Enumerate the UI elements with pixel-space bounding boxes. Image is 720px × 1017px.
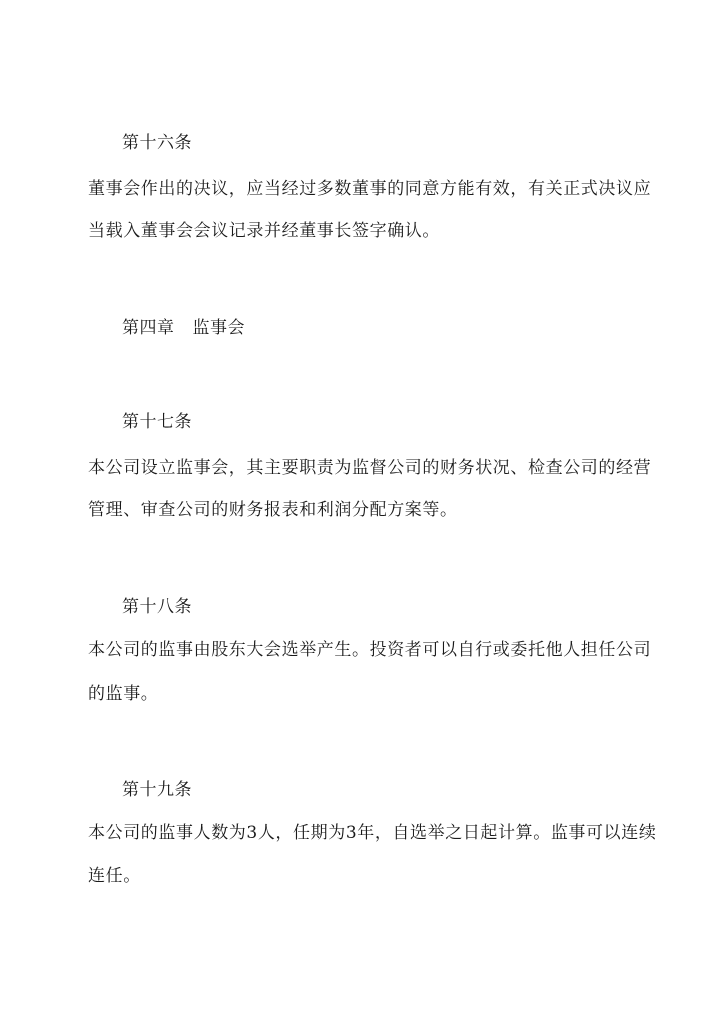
article-17-heading: 第十七条: [122, 412, 192, 432]
article-19-line-1: 本公司的监事人数为3人，任期为3年，自选举之日起计算。监事可以连续: [88, 823, 657, 843]
article-18-line-2: 的监事。: [88, 684, 159, 704]
article-19-heading: 第十九条: [122, 780, 192, 800]
article-17-line-1: 本公司设立监事会，其主要职责为监督公司的财务状况、检查公司的经营: [88, 458, 652, 478]
chapter-title: 监事会: [192, 318, 245, 338]
article-19-line-2: 连任。: [88, 866, 141, 886]
article-16-line-2: 当载入董事会会议记录并经董事长签字确认。: [88, 221, 440, 241]
article-16-line-1: 董事会作出的决议，应当经过多数董事的同意方能有效，有关正式决议应: [88, 179, 652, 199]
article-18-heading: 第十八条: [122, 597, 192, 617]
article-18-line-1: 本公司的监事由股东大会选举产生。投资者可以自行或委托他人担任公司: [88, 640, 652, 660]
chapter-4-heading: [122, 313, 245, 338]
chapter-number: 第四章: [122, 318, 175, 338]
article-17-line-2: 管理、审查公司的财务报表和利润分配方案等。: [88, 500, 458, 520]
article-16-heading: 第十六条: [122, 133, 192, 153]
